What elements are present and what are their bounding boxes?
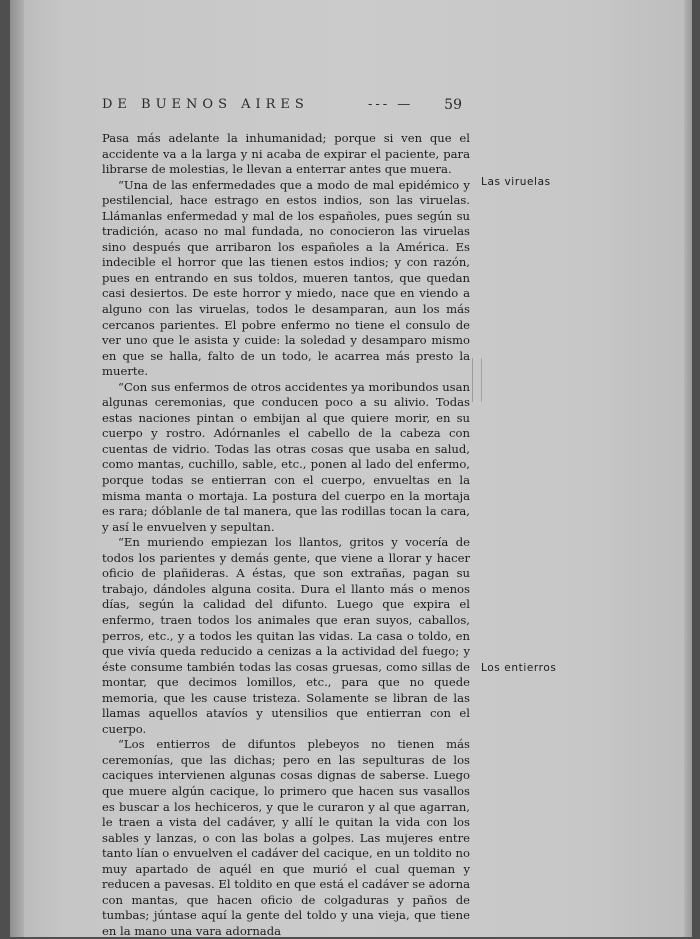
paragraph: “Los entierros de difuntos plebeyos no tienen más ceremonías, que las dichas; pero en las sepulturas de los caciques intervienen algunas cosas dignas de saberse. Luego que muere algún cacique, lo primero que hacen sus vasallos es buscar a los hechiceros, y que le curaron y al que agarran, le traen a vista del cadáver, y allí le quitan la vida con los sables y lanzas, o con las bolas a golpes. Las mujeres entre tanto lían o envuelven el cadáver del cacique, en un toldito no muy apartado de aquél en que murió el cual queman y reducen a pavesas. El toldito en que está el cadáver se adorna con mantas, que hacen oficio de colgaduras y paños de tumbas; júntase aquí la gente del toldo y una vieja, que tiene en la mano una vara adornada [102, 737, 470, 938]
header-dashes: --- — [368, 97, 414, 112]
page-spine-shadow [10, 0, 24, 937]
paragraph: “Una de las enfermedades que a modo de mal epidémico y pestilencial, hace estrago en estos indios, son las viruelas. Llámanlas enfermedad y mal de los españoles, pues según su tradición, acaso no mal fundada, no conocieron las viruelas sino después que arribaron los españoles a la América. Es indecible el horror que las tienen estos indios; y con razón, pues en entrando en sus toldos, mueren tantos, que quedan casi desiertos. De este horror y miedo, nace que en viendo a alguno con las viruelas, todos le desamparan, aun los más cercanos parientes. El pobre enfermo no tiene el consulo de ver uno que le asista y cuide: la soledad y desamparo mismo en que se halla, falto de un todo, le acarrea más presto la muerte. [102, 177, 470, 379]
paragraph: “En muriendo empiezan los llantos, gritos y vocería de todos los parientes y demás gente, que viene a llorar y hacer oficio de plañideras. A éstas, que son extrañas, pagan su trabajo, dándoles alguna cosita. Dura el llanto más o menos días, según la calidad del difunto. Luego que expira el enfermo, traen todos los animales que eran suyos, caballos, perros, etc., y a todos les quitan las vidas. La casa o toldo, en que vivía queda reducido a cenizas a la actividad del fuego; y éste consume también todas las cosas gruesas, como sillas de montar, que decimos lomillos, etc., para que no quede memoria, que les cause tristeza. Solamente se libran de las llamas aquellos atavíos y utensilios que entierran con el cuerpo. [102, 535, 470, 736]
page-number: 59 [444, 97, 462, 113]
paragraph: Pasa más adelante la inhumanidad; porque si ven que el accidente va a la larga y ni acaba de expirar el paciente, para librarse de molestias, le llevan a enterrar antes que muera. [102, 131, 470, 177]
page-edge-shadow [684, 0, 692, 937]
body-text [102, 131, 470, 939]
margin-note-entierros: Los entierros [481, 662, 557, 674]
margin-note-viruelas: Las viruelas [481, 176, 551, 188]
page-header [102, 97, 462, 112]
pencil-mark [472, 358, 482, 402]
running-title: DE BUENOS AIRES [102, 97, 309, 112]
paragraph: “Con sus enfermos de otros accidentes ya moribundos usan algunas ceremonias, que conducen poco a su alivio. Todas estas naciones pintan o embijan al que quiere morir, en su cuerpo y rostro. Adórnanles el cabello de la cabeza con cuentas de vidrio. Todas las otras cosas que usaba en salud, como mantas, cuchillo, sable, etc., ponen al lado del enfermo, porque todas se entierran con el cuerpo, envueltas en la misma manta o mortaja. La postura del cuerpo en la mortaja es rara; dóblanle de tal manera, que las rodillas tocan la cara, y así le envuelven y sepultan. [102, 379, 470, 534]
